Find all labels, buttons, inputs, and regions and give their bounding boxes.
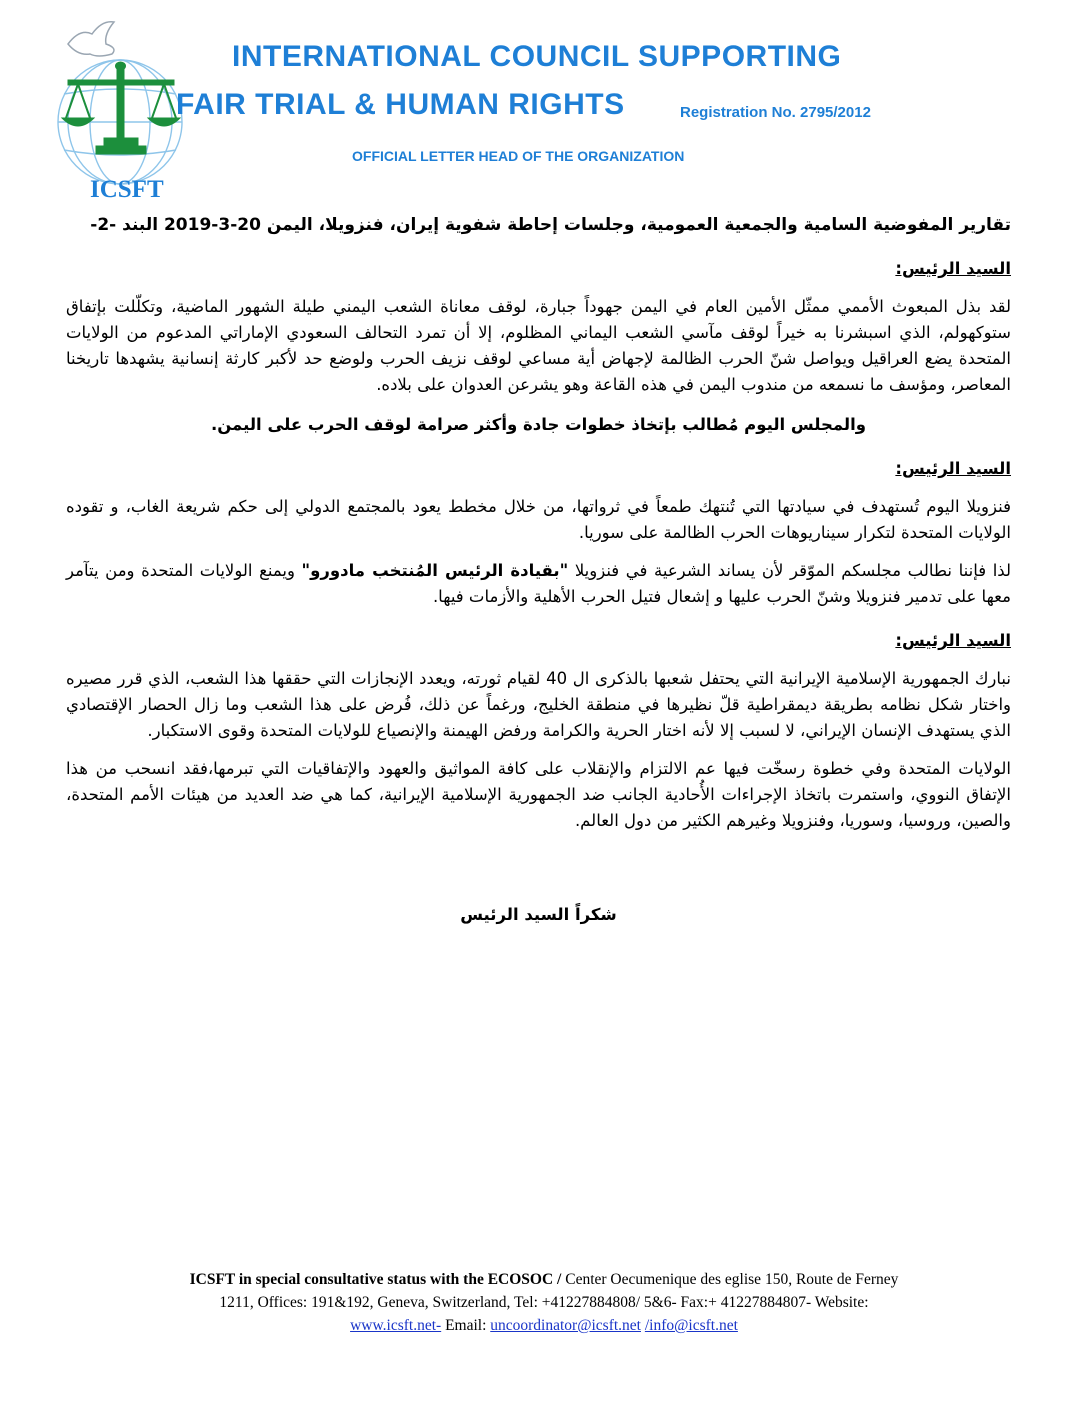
email-link-coordinator[interactable]: uncoordinator@icsft.net	[490, 1317, 641, 1334]
demand-text-continued: ويمنع الولايات المتحدة ومن يتآمر معها على تدمير فنزويلا وشنّ الحرب عليها و إشعال فتيل الحرب الأهلية والأزمات فيها.	[66, 561, 1011, 606]
consultative-status: ICSFT in special consultative status with the ECOSOC /	[189, 1271, 562, 1288]
paragraph-venezuela: فنزويلا اليوم تُستهدف في سيادتها التي تُنتهك طمعاً في ثرواتها، من خلال مخطط يعود بالمجتمع الدولي إلى حكم شريعة الغاب، و تقوده الولايات المتحدة لتكرار سيناريوهات الحرب الظالمة على سوريا.	[66, 497, 1011, 542]
footer-line1	[40, 1268, 1048, 1291]
website-link[interactable]: www.icsft.net-	[350, 1317, 442, 1334]
salutation: السيد الرئيس:	[895, 459, 1011, 478]
demand-text: لذا فإننا نطالب مجلسكم الموّقر لأن يساند الشرعية في فنزويلا	[568, 561, 1011, 580]
letter-body	[66, 202, 1011, 928]
salutation: السيد الرئيس:	[895, 259, 1011, 278]
letter-title: تقارير المفوضية السامية والجمعية العمومية، وجلسات إحاطة شفوية إيران، فنزويلا، اليمن 20-3-2019 البند -2-	[90, 215, 1011, 235]
paragraph-iran: نبارك الجمهورية الإسلامية الإيرانية التي يحتفل شعبها بالذكرى ال 40 لقيام ثورته، ويعدد الإنجازات التي حققها هذا الشعب، الذي قرر مصيره واختار شكل نظامه بطريقة ديمقراطية قلّ نظيرها في منطقة الخليج، ورغماً عن ذلك، فُرض على هذا الشعب وما زال الحصار الإقتصادي الذي يستهدف الإنسان الإيراني، لا لسبب إلا لأنه اختار الحرية والكرامة ورفض الهيمنة والإنصياع للولايات المتحدة وقوى الاستكبار.	[66, 669, 1011, 740]
paragraph-venezuela-demand	[66, 558, 1011, 610]
dove-icon	[68, 22, 114, 56]
organization-name-line1: INTERNATIONAL COUNCIL SUPPORTING	[232, 40, 842, 73]
footer	[40, 1268, 1048, 1337]
address-line2: 1211, Offices: 191&192, Geneva, Switzerland, Tel: +41227884808/ 5&6- Fax:+ 41227884807- Website:	[219, 1294, 869, 1311]
salutation: السيد الرئيس:	[895, 631, 1011, 650]
paragraph-yemen: لقد بذل المبعوث الأممي ممثّل الأمين العام في اليمن جهوداً جبارة، لوقف معاناة الشعب اليمني طيلة الشهور الماضية، وتكلّلت بإتفاق ستوكهولم، الذي اسبشرنا به خيراً لوقف مآسي الشعب اليماني المظلوم، إلا أن تمرد التحالف السعودي الإماراتي المدعوم من الولايات المتحدة يضع العراقيل ويواصل شنّ الحرب الظالمة لإجهاض أية مساعي لوقف نزيف الحرب ولوضع حد لأكبر كارثة إنسانية يشهدها تاريخنا المعاصر، ومؤسف ما نسمعه من مندوب اليمن في هذه القاعة وهو يشرعن العدوان على بلاده.	[66, 297, 1011, 394]
email-link-info[interactable]: /info@icsft.net	[644, 1317, 738, 1334]
address-line1: Center Oecumenique des eglise 150, Route de Ferney	[561, 1271, 899, 1288]
call-to-action-yemen: والمجلس اليوم مُطالب بإتخاذ خطوات جادة وأكثر صرامة لوقف الحرب على اليمن.	[210, 415, 867, 434]
organization-acronym: ICSFT	[90, 176, 164, 203]
letterhead-caption: OFFICIAL LETTER HEAD OF THE ORGANIZATION	[352, 148, 685, 164]
registration-number: Registration No. 2795/2012	[680, 104, 871, 121]
closing-thanks: شكراً السيد الرئيس	[460, 905, 617, 924]
paragraph-usa-withdrawal: الولايات المتحدة وفي خطوة رسخّت فيها عم الالتزام والإنقلاب على كافة المواثيق والعهود والإتفاقيات التي تبرمها،فقد انسحب من هذا الإتفاق النووي، واستمرت باتخاذ الإجراءات الأُحادية الجانب ضد الجمهورية الإسلامية الإيرانية، كما هي ضد العديد من هيئات الأمم المتحدة، والصين، وروسيا، وسوريا، وفنزويلا وغيرهم الكثير من دول العالم.	[66, 759, 1011, 830]
demand-quote: "بقيادة الرئيس المُنتخب مادورو"	[301, 561, 569, 580]
email-label: Email:	[441, 1317, 491, 1334]
organization-name-line2: FAIR TRIAL & HUMAN RIGHTS	[176, 88, 625, 121]
footer-line3	[40, 1314, 1048, 1337]
